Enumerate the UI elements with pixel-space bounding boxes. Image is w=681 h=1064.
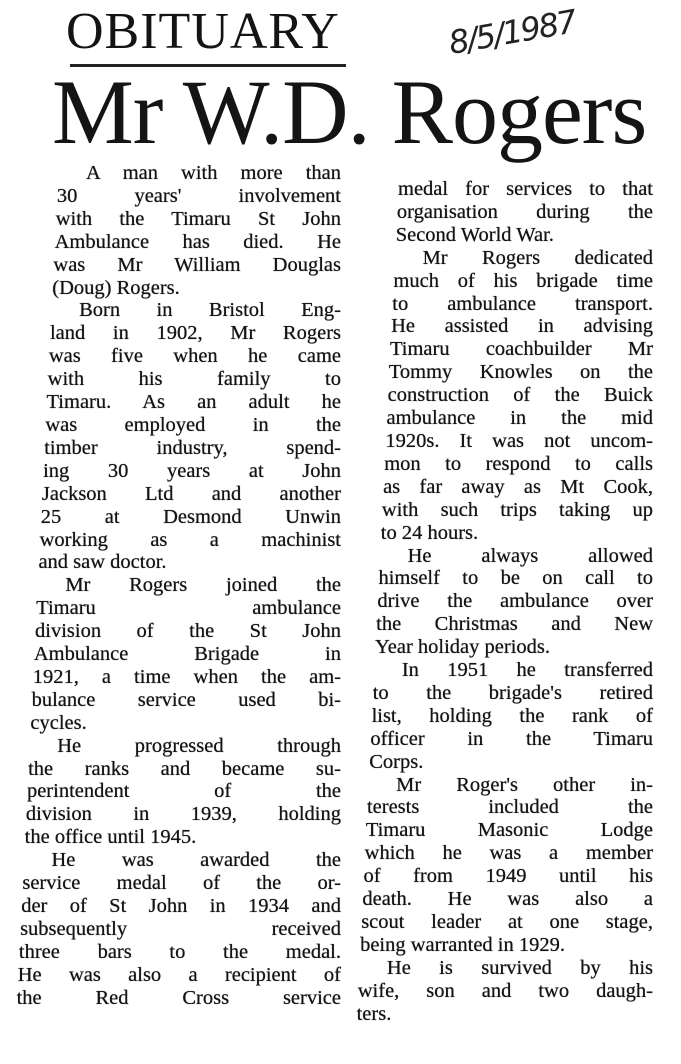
article-line: Ambulance has died. He — [54, 230, 341, 253]
article-line: to 24 hours. — [380, 521, 479, 544]
article-line: service medal of the or- — [22, 872, 341, 895]
article-line: Timaru Masonic Lodge — [365, 819, 653, 842]
article-line: much of his brigade time — [393, 269, 653, 292]
article-line: scout leader at one stage, — [361, 911, 653, 933]
article-line: with his family to — [47, 368, 341, 391]
article-line: Year holiday periods. — [375, 636, 550, 659]
article-line: Corps. — [369, 750, 424, 773]
article-line: ters. — [356, 1002, 392, 1025]
article-line: three bars to the medal. — [18, 940, 341, 963]
article-line: and saw doctor. — [38, 551, 167, 574]
article-line: terests included the — [366, 796, 653, 819]
article-line: to the brigade's retired — [372, 681, 653, 704]
article-line: was Mr William Douglas — [53, 253, 341, 276]
article-line: In 1951 he transferred — [401, 659, 653, 682]
article-line: was employed in the — [45, 413, 341, 436]
article-line: which he was a member — [364, 842, 653, 865]
article-line: mon to respond to calls — [384, 452, 653, 475]
article-line: Timaru coachbuilder Mr — [389, 338, 653, 361]
article-line: subsequently received — [20, 917, 341, 940]
article-line: the Red Cross service — [16, 986, 341, 1009]
article-line: of from 1949 until his — [363, 865, 653, 888]
article-line: with such trips taking up — [381, 498, 653, 521]
article-line: 25 at Desmond Unwin — [40, 505, 341, 528]
article-line: with the Timaru St John — [55, 207, 341, 230]
article-line: He assisted in advising — [391, 315, 653, 338]
section-kicker: OBITUARY — [66, 3, 340, 60]
article-line: Mr Rogers dedicated — [422, 246, 653, 269]
article-line: working as a machinist — [39, 528, 341, 551]
article-line: Jackson Ltd and another — [41, 482, 341, 505]
article-line: construction of the Buick — [387, 384, 653, 407]
article-line: A man with more than — [86, 162, 341, 184]
article-line: the Christmas and New — [376, 613, 653, 636]
article-line: bulance service used bi- — [31, 688, 341, 711]
article-line: Born in Bristol Eng- — [79, 299, 341, 322]
article-line: officer in the Timaru — [370, 727, 653, 750]
article-line: (Doug) Rogers. — [52, 276, 180, 299]
article-line: himself to be on call to — [378, 567, 653, 590]
article-line: Ambulance Brigade in — [33, 643, 341, 666]
article-line: Mr Rogers joined the — [65, 574, 341, 597]
article-line: drive the ambulance over — [377, 590, 653, 613]
article-line: ing 30 years at John — [43, 459, 341, 482]
article-line: as far away as Mt Cook, — [383, 475, 653, 498]
article-column-2 — [356, 178, 653, 1026]
article-line: being warranted in 1929. — [360, 933, 566, 956]
article-line: division of the St John — [35, 620, 341, 643]
headline: Mr W.D. Rogers — [52, 61, 647, 163]
article-line: He was also a recipient of — [17, 963, 341, 986]
article-line: Tommy Knowles on the — [388, 361, 653, 384]
article-line: Timaru. As an adult he — [46, 391, 341, 414]
article-line: 1920s. It was not uncom- — [385, 429, 653, 452]
article-line: the ranks and became su- — [28, 757, 341, 780]
article-line: Second World War. — [395, 223, 554, 246]
article-line: Mr Roger's other in- — [396, 773, 653, 796]
article-line: He is survived by his — [386, 956, 653, 979]
article-line: wife, son and two daugh- — [357, 979, 653, 1002]
article-line: to ambulance transport. — [392, 292, 653, 315]
article-line: perintendent of the — [26, 780, 341, 803]
article-line: He progressed through — [57, 734, 341, 757]
article-line: He was awarded the — [51, 849, 341, 872]
article-line: organisation during the — [396, 200, 653, 223]
article-line: der of St John in 1934 and — [21, 895, 341, 917]
article-line: death. He was also a — [362, 888, 653, 911]
article-line: Timaru ambulance — [36, 597, 341, 620]
article-line: was five when he came — [48, 345, 341, 368]
article-line: ambulance in the mid — [386, 407, 653, 430]
article-line: 1921, a time when the am- — [32, 665, 341, 688]
article-column-1 — [16, 162, 341, 1010]
article-line: He always allowed — [407, 544, 653, 567]
article-line: list, holding the rank of — [371, 704, 653, 727]
article-line: timber industry, spend- — [44, 436, 341, 459]
article-line: cycles. — [30, 711, 87, 734]
handwritten-date: 8/5/1987 — [445, 2, 579, 62]
article-line: land in 1902, Mr Rogers — [49, 322, 341, 345]
article-line: the office until 1945. — [24, 826, 197, 849]
article-line: 30 years' involvement — [56, 184, 341, 207]
article-line: medal for services to that — [398, 178, 653, 200]
article-line: division in 1939, holding — [25, 803, 341, 826]
